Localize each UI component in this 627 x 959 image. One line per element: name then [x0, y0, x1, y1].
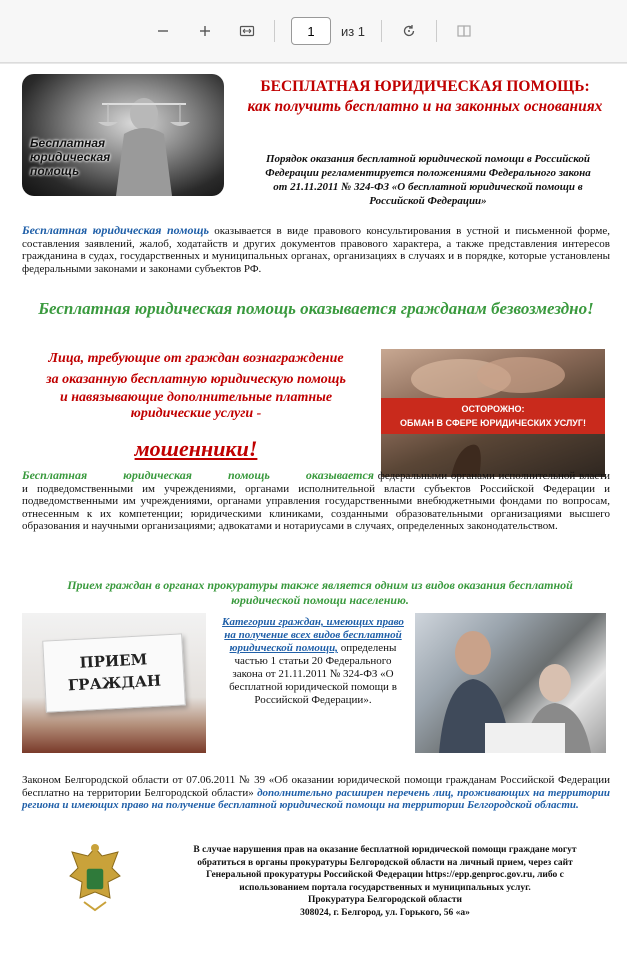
regional-law-highlight: дополнительно расширен перечень лиц, проживающих на территории региона и имеющих право на получение бесплатной юридической помощи на территории Белгородской области.: [22, 786, 610, 811]
prosecutor-note: Прием граждан в органах прокуратуры также является одним из видов оказания бесплатной юридической помощи населению.: [67, 578, 573, 607]
page-subtitle: как получить бесплатно и на законных основаниях: [247, 98, 603, 115]
image-caption: Бесплатная юридическая помощь: [30, 136, 111, 178]
contact-line: обратиться в органы прокуратуры Белгородской области на личный прием, через сайт: [197, 857, 573, 868]
providers-text: федеральными органами исполнительной власти и подведомственными им учреждениями, органами исполнительной власти субъектов Российской Федерации и подведомственными им учреждениями, органами управления государственными внебюджетными фондами по вопросам, отнесенным к их компетенции; юридическими клиниками, созданными образовательными организациями высшего образования и научными организациями; адвокатами и нотариусами в случаях, определенных законодательством.: [22, 470, 610, 532]
two-page-icon: [456, 23, 472, 39]
fit-width-icon: [239, 23, 255, 39]
sign-line: ГРАЖДАН: [67, 671, 162, 695]
contact-line: использованием портала государственных и муниципальных услуг.: [239, 882, 531, 893]
warning-line: юридические услуги -: [130, 406, 262, 421]
page-title: БЕСПЛАТНАЯ ЮРИДИЧЕСКАЯ ПОМОЩЬ:: [260, 78, 590, 95]
contact-info: [156, 844, 614, 919]
intro-text: Порядок оказания бесплатной юридической помощи в Российской Федерации регламентируется положениями Федерального закона от 21.11.2011 № 324-ФЗ «О бесплатной юридической помощи в Российской Федерации»: [265, 153, 591, 207]
fraud-banner: [381, 398, 605, 434]
zoom-out-button[interactable]: [150, 18, 176, 44]
consultation-photo: [415, 613, 606, 753]
toolbar-divider: [436, 20, 437, 42]
themis-image: [22, 74, 224, 196]
toolbar-divider: [274, 20, 275, 42]
page-count-label: из 1: [340, 23, 366, 39]
zoom-in-button[interactable]: [192, 18, 218, 44]
fraud-word: мошенники!: [134, 436, 258, 461]
fit-page-button[interactable]: [234, 18, 260, 44]
warning-line: Лица, требующие от граждан вознаграждение: [48, 351, 344, 366]
pdf-toolbar: [0, 0, 627, 63]
categories-text: [218, 616, 408, 707]
banner-line: ОБМАН В СФЕРЕ ЮРИДИЧЕСКИХ УСЛУГ!: [400, 418, 586, 428]
regional-law-text: Законом Белгородской области от 07.06.2011 № 39 «Об оказании юридической помощи гражданам Российской Федерации бесплатно на территории Белгородской области»: [22, 774, 610, 799]
contact-line: Прокуратура Белгородской области: [307, 895, 463, 905]
prosecutor-emblem-icon: [64, 842, 126, 914]
contact-line: В случае нарушения прав на оказание бесплатной юридической помощи граждане могут: [193, 845, 577, 855]
categories-lead: Категории граждан, имеющих право на получение всех видов бесплатной юридической помощи,: [222, 616, 404, 654]
providers-paragraph: [22, 469, 610, 533]
categories-body: определены частью 1 статьи 20 Федерального закона от 21.11.2011 № 324-ФЗ «О бесплатной юридической помощи в Российской Федерации».: [229, 642, 397, 706]
providers-lead: Бесплатная юридическая помощь оказывается: [22, 468, 374, 482]
contact-line: Генеральной прокуратуры Российской Федерации https://epp.genproc.gov.ru, либо с: [206, 870, 564, 880]
warning-line: за оказанную бесплатную юридическую помощь: [46, 372, 346, 387]
regional-law-paragraph: [22, 774, 610, 812]
fraud-warning-text: [20, 348, 372, 422]
minus-icon: [155, 23, 171, 39]
document-page: [0, 64, 627, 959]
reception-sign: [42, 633, 186, 712]
services-text: оказывается в виде правового консультирования в устной и письменной форме, составления заявлений, жалоб, ходатайств и других документов правового характера, а также представления интересов гражданина в судах, государственных и муниципальных органах, организациях в случаях и в порядке, которые установлены федеральными законами и законами субъектов РФ.: [22, 225, 610, 275]
elderly-hands-image: [381, 349, 605, 477]
contact-line: 308024, г. Белгород, ул. Горького, 56 «а»: [300, 907, 470, 918]
people-consulting-icon: [415, 613, 606, 753]
page-number-input[interactable]: [291, 17, 331, 45]
rotate-icon: [401, 23, 417, 39]
two-page-view-button[interactable]: [451, 18, 477, 44]
banner-line: ОСТОРОЖНО:: [461, 404, 525, 414]
free-help-heading: Бесплатная юридическая помощь оказывается гражданам безвозмездно!: [38, 299, 594, 318]
toolbar-divider: [381, 20, 382, 42]
sign-line: ПРИЕМ: [79, 650, 148, 672]
reception-sign-image: [22, 613, 206, 753]
plus-icon: [197, 23, 213, 39]
rotate-button[interactable]: [396, 18, 422, 44]
services-paragraph: [22, 224, 610, 275]
services-lead: Бесплатная юридическая помощь: [22, 223, 209, 237]
warning-line: и навязывающие дополнительные платные: [59, 390, 333, 405]
